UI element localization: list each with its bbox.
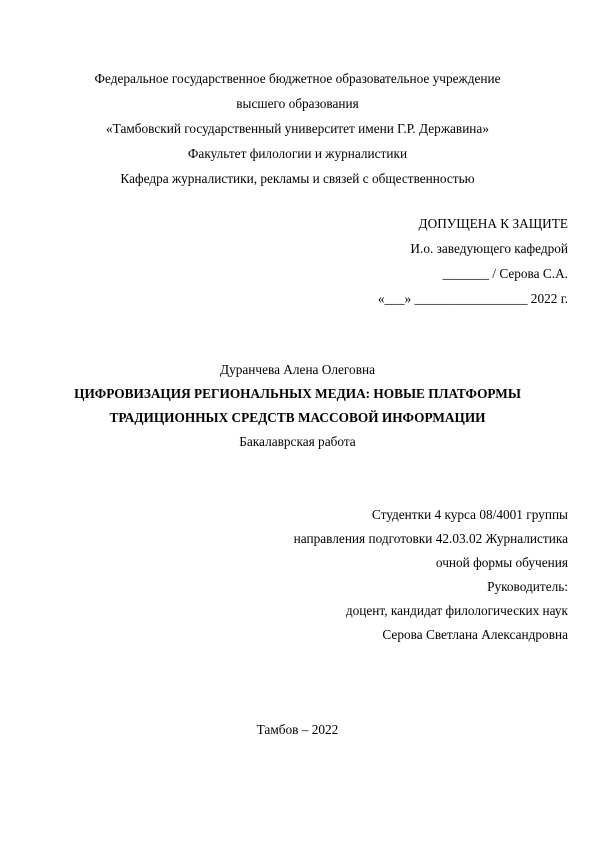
work-type: Бакалаврская работа bbox=[239, 434, 356, 449]
approval-title: ДОПУЩЕНА К ЗАЩИТЕ bbox=[418, 216, 568, 231]
institution-line-1: Федеральное государственное бюджетное образовательное учреждение bbox=[94, 71, 501, 86]
approval-position: И.о. заведующего кафедрой bbox=[410, 241, 568, 256]
student-study-form: очной формы обучения bbox=[435, 555, 568, 570]
student-program: направления подготовки 42.03.02 Журналистика bbox=[293, 531, 568, 546]
supervisor-name: Серова Светлана Александровна bbox=[382, 627, 568, 642]
institution-line-2: высшего образования bbox=[236, 96, 359, 111]
place-year: Тамбов – 2022 bbox=[256, 722, 339, 737]
student-course-group: Студентки 4 курса 08/4001 группы bbox=[371, 507, 568, 522]
approval-date: «___» _________________ 2022 г. bbox=[377, 291, 568, 306]
university-name: «Тамбовский государственный университет имени Г.Р. Державина» bbox=[106, 121, 489, 136]
department-name: Кафедра журналистики, рекламы и связей с общественностью bbox=[120, 171, 475, 186]
approval-signature: _______ / Серова С.А. bbox=[442, 266, 568, 281]
author-name: Дуранчева Алена Олеговна bbox=[220, 362, 375, 377]
work-title-line-1: ЦИФРОВИЗАЦИЯ РЕГИОНАЛЬНЫХ МЕДИА: НОВЫЕ ПЛАТФОРМЫ bbox=[74, 386, 521, 401]
faculty-name: Факультет филологии и журналистики bbox=[187, 146, 408, 161]
supervisor-degree: доцент, кандидат филологических наук bbox=[345, 603, 568, 618]
work-title-line-2: ТРАДИЦИОННЫХ СРЕДСТВ МАССОВОЙ ИНФОРМАЦИИ bbox=[109, 410, 486, 425]
supervisor-label: Руководитель: bbox=[487, 579, 568, 594]
